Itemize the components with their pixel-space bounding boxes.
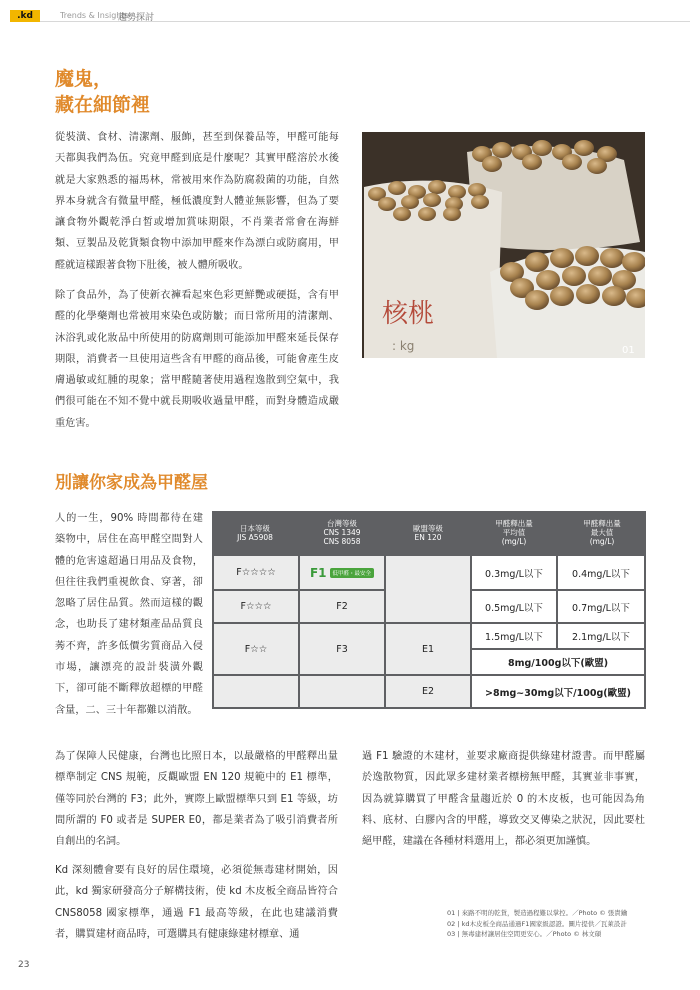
cell-tw-f2: F2 bbox=[300, 591, 384, 622]
header-section-zh: 趨勢探討 bbox=[118, 13, 155, 23]
section2-title: 別讓你家成為甲醛屋 bbox=[55, 473, 208, 493]
section2-paragraph-left-b: Kd 深刻體會要有良好的居住環境，必須從無毒建材開始，因此，kd 獨家研發高分子解構技術，使 kd 木皮板全商品皆符合 CNS8058 國家標準，通過 F1 最高等級，在此也建議消費者，購買建材商品時，可選購具有健康綠建材標章、通 bbox=[55, 865, 338, 940]
cell-jp-f3star: F☆☆☆ bbox=[214, 591, 298, 622]
f1-badge bbox=[310, 566, 374, 580]
cell-tw-empty bbox=[300, 676, 384, 707]
cell-eu-empty bbox=[386, 556, 470, 622]
cell-tw-f3: F3 bbox=[300, 624, 384, 674]
header-section-en: Trends & Insights bbox=[60, 11, 129, 20]
section2-paragraph-left-a: 為了保障人民健康，台灣也比照日本，以最嚴格的甲醛釋出量標準制定 CNS 規範，反觀歐盟 EN 120 規範中的 E1 標準，僅等同於台灣的 F3；此外，實際上歐盟標準只到 E1 等級，坊間所謂的 F0 或者是 SUPER E0，都是業者為了吸引消費者所自創出的名詞。 bbox=[55, 751, 338, 848]
walnut-sacks-photo bbox=[362, 132, 645, 358]
sack-sign-kg: : kg bbox=[392, 339, 415, 353]
walnut-sacks-illustration bbox=[362, 132, 645, 358]
header-eu: 歐盟等級 EN 120 bbox=[386, 511, 470, 554]
section2-paragraph-right: 過 F1 驗證的木建材，並要求廠商提供綠建材證書。而甲醛屬於逸散物質，因此眾多建材業者標榜無甲醛，其實並非事實，因為就算購買了甲醛含量趨近於 0 的木皮板，也可能因為角料、底材、白膠內含的甲醛，導致交叉傳染之狀況，因此要杜絕甲醛，建議在各種材料選用上，都必須更加謹慎。 bbox=[362, 751, 645, 848]
f1-tag: 低甲醛・最安全 bbox=[330, 568, 375, 578]
cell-jp-f2star: F☆☆ bbox=[214, 624, 298, 674]
cell-max-2: 0.7mg/L以下 bbox=[558, 591, 644, 622]
sack-sign-text: 核桃 bbox=[382, 299, 435, 329]
cell-avg-3: 1.5mg/L以下 bbox=[472, 624, 556, 648]
photo-number: 01 bbox=[622, 345, 635, 356]
header-taiwan: 台灣等級 CNS 1349 CNS 8058 bbox=[300, 511, 384, 554]
section2-side-paragraph: 人的一生，90% 時間都待在建築物中，居住在高甲醛空間對人體的危害遠超過日用品及食物，但往往我們重視飲食、穿著，卻忽略了居住品質。然而這樣的觀念，也助長了建材類產品品質良莠不齊，許多低價劣質商品入侵市場，讓漂亮的設計裝潢外觀下，卻可能不斷釋放超標的甲醛含量，二、三十年都難以消散。 bbox=[55, 513, 203, 716]
cell-avg-2: 0.5mg/L以下 bbox=[472, 591, 556, 622]
cell-e1-span: 8mg/100g以下(歐盟) bbox=[472, 650, 644, 674]
f1-label: F1 bbox=[309, 565, 327, 580]
page-number: 23 bbox=[18, 960, 30, 970]
header-avg: 甲醛釋出量 平均值 (mg/L) bbox=[472, 511, 556, 554]
cell-tw-f1 bbox=[300, 556, 384, 589]
photo-captions bbox=[447, 908, 627, 940]
section1-paragraph-2: 除了食品外，為了使新衣褲看起來色彩更鮮艷或硬挺，含有甲醛的化學藥劑也常被用來染色或防皺；而日常所用的清潔劑、沐浴乳或化妝品中所使用的防腐劑則可能添加甲醛來延長保存期限，消費者一旦使用這些含有甲醛的商品後，可能會產生皮膚過敏或紅腫的現象；當甲醛隨著使用過程逸散到空氣中，我們很可能在不知不覺中就長期吸收過量甲醛，而對身體造成嚴重危害。 bbox=[55, 290, 339, 429]
cell-eu-e2: E2 bbox=[386, 676, 470, 707]
cell-max-1: 0.4mg/L以下 bbox=[558, 556, 644, 589]
cell-eu-e1: E1 bbox=[386, 624, 470, 674]
cell-max-3: 2.1mg/L以下 bbox=[558, 624, 644, 648]
cell-avg-1: 0.3mg/L以下 bbox=[472, 556, 556, 589]
header-japan: 日本等級 JIS A5908 bbox=[212, 511, 298, 554]
cell-jp-empty bbox=[214, 676, 298, 707]
caption-01: 01 | 來路不明的乾貨，製造過程難以掌控。／Photo © 張貴鑰 bbox=[447, 909, 628, 917]
section1-title bbox=[55, 66, 150, 118]
section1-title-line1: 魔鬼， bbox=[55, 68, 113, 90]
cell-jp-f4star: F☆☆☆☆ bbox=[214, 556, 298, 589]
cell-e2-span: >8mg~30mg以下/100g(歐盟) bbox=[472, 676, 644, 707]
formaldehyde-standards-table bbox=[212, 511, 646, 709]
section1-paragraph-1: 從裝潢、食材、清潔劑、服飾，甚至到保養品等，甲醛可能每天都與我們為伍。究竟甲醛到底是什麼呢？其實甲醛溶於水後就是大家熟悉的福馬林，常被用來作為防腐殺菌的功能，自然界本身就含有微量甲醛，極低濃度對人體並無影響，但為了要讓食物外觀乾淨白皙或增加賞味期限，不肖業者常會在海鮮類、豆製品及乾貨類食物中添加甲醛來作為漂白或防腐用，甲醛就這樣跟著食物下肚後，被人體所吸收。 bbox=[55, 132, 339, 271]
caption-02: 02 | kd木皮板全商品通過F1國家級認證。圖片提供／瓦萊設計 bbox=[447, 919, 627, 928]
caption-03: 03 | 無毒建材讓居住空間更安心。／Photo © 林文碩 bbox=[447, 930, 602, 938]
section1-title-line2: 藏在細節裡 bbox=[55, 94, 151, 116]
brand-logo: .kd bbox=[10, 10, 40, 22]
header-max: 甲醛釋出量 最大值 (mg/L) bbox=[558, 511, 646, 554]
